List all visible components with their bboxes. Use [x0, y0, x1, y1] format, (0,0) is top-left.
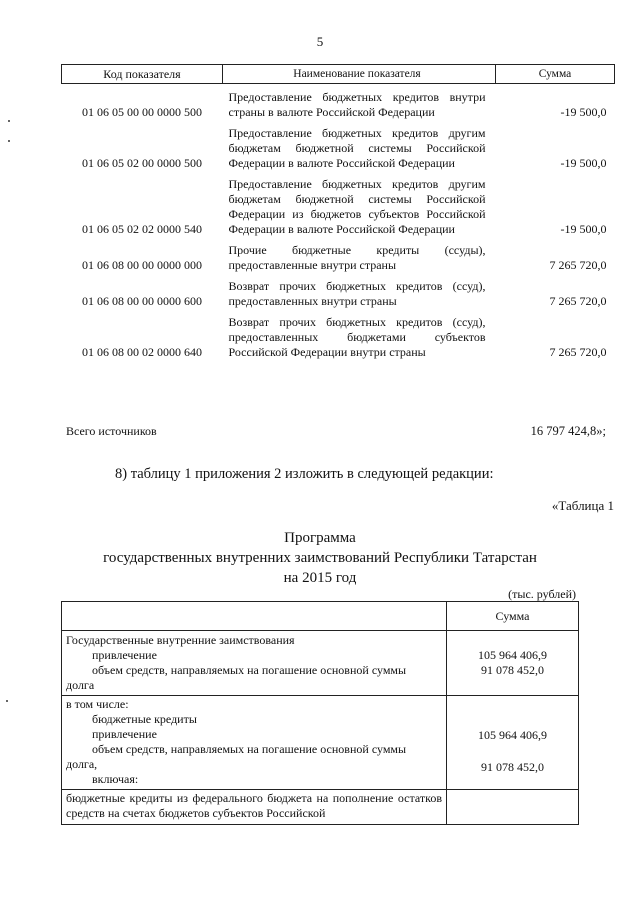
sources-table	[61, 64, 615, 360]
line-repayment: объем средств, направляемых на погашение основной суммы	[92, 663, 407, 677]
borrowing-table	[61, 601, 579, 825]
block-borrowings-values	[447, 631, 579, 696]
block-heading: в том числе:	[66, 697, 129, 711]
line-repayment-cont: долга	[66, 678, 95, 692]
scan-mark	[8, 120, 10, 122]
program-title: Программа	[284, 530, 356, 546]
block-including-values	[447, 696, 579, 790]
value-attraction: 105 964 406,9	[478, 728, 547, 742]
row-sum: 7 265 720,0	[549, 258, 607, 272]
line-attraction: привлечение	[92, 727, 157, 741]
table-row	[62, 790, 579, 825]
line-including: включая:	[92, 772, 139, 786]
row-code: 01 06 05 02 02 0000 540	[82, 222, 202, 236]
line-budget-credits: бюджетные кредиты	[92, 712, 197, 726]
table-row	[62, 171, 615, 237]
program-subtitle: государственных внутренних заимствований Республики Татарстан	[103, 550, 537, 566]
line-repayment: объем средств, направляемых на погашение основной суммы	[92, 742, 407, 756]
block-federal-credits-text: бюджетные кредиты из федерального бюджета на пополнение остатков средств на счетах бюджетов субъектов Российской	[62, 790, 447, 825]
row-sum: -19 500,0	[560, 222, 607, 236]
total-value: 16 797 424,8»;	[530, 424, 606, 438]
row-sum: -19 500,0	[560, 156, 607, 170]
row-name: Прочие бюджетные кредиты (ссуды), предоставленные внутри страны	[228, 243, 486, 272]
header-name: Наименование показателя	[223, 65, 496, 84]
page-number: 5	[316, 34, 324, 49]
row-code: 01 06 08 00 02 0000 640	[82, 345, 202, 359]
row-name: Предоставление бюджетных кредитов другим бюджетам бюджетной системы Российской Федерации в валюте Российской Федерации	[228, 126, 486, 170]
table-row	[62, 631, 579, 696]
row-sum: 7 265 720,0	[549, 294, 607, 308]
row-code: 01 06 05 02 00 0000 500	[82, 156, 202, 170]
total-label: Всего источников	[66, 424, 157, 438]
header-empty-cell	[62, 602, 447, 631]
row-sum: -19 500,0	[560, 105, 607, 119]
table-row	[62, 696, 579, 790]
header-code: Код показателя	[62, 65, 223, 84]
value-attraction: 105 964 406,9	[478, 648, 547, 662]
table-row	[62, 237, 615, 273]
row-sum: 7 265 720,0	[549, 345, 607, 359]
row-name: Возврат прочих бюджетных кредитов (ссуд), предоставленных бюджетами субъектов Российской Федерации внутри страны	[228, 315, 486, 359]
block-borrowings-text	[62, 631, 447, 696]
table-row	[62, 120, 615, 171]
value-repayment: 91 078 452,0	[481, 760, 544, 774]
table-header-row	[62, 65, 615, 84]
value-repayment: 91 078 452,0	[481, 663, 544, 677]
units-label: (тыс. рублей)	[508, 587, 576, 601]
table-row	[62, 309, 615, 360]
scan-mark	[6, 700, 8, 702]
row-code: 01 06 05 00 00 0000 500	[82, 105, 202, 119]
header-sum: Сумма	[496, 65, 615, 84]
table-row	[62, 273, 615, 309]
row-name: Предоставление бюджетных кредитов внутри страны в валюте Российской Федерации	[228, 90, 486, 119]
line-repayment-cont: долга,	[66, 757, 98, 771]
block-heading: Государственные внутренние заимствования	[66, 633, 295, 647]
table-header-row	[62, 602, 579, 631]
row-name: Возврат прочих бюджетных кредитов (ссуд), предоставленных внутри страны	[228, 279, 486, 308]
table-label: «Таблица 1	[551, 498, 614, 513]
table-row	[62, 84, 615, 121]
line-attraction: привлечение	[92, 648, 157, 662]
row-code: 01 06 08 00 00 0000 000	[82, 258, 202, 272]
program-year: на 2015 год	[283, 570, 357, 586]
block-federal-credits-value	[447, 790, 579, 825]
block-including-text	[62, 696, 447, 790]
row-name: Предоставление бюджетных кредитов другим бюджетам бюджетной системы Российской Федерации из бюджетов субъектов Российской Федерации в валюте Российской Федерации	[228, 177, 486, 236]
amendment-paragraph: 8) таблицу 1 приложения 2 изложить в следующей редакции:	[115, 466, 494, 482]
scan-mark	[8, 140, 10, 142]
row-code: 01 06 08 00 00 0000 600	[82, 294, 202, 308]
header-sum: Сумма	[447, 602, 579, 631]
